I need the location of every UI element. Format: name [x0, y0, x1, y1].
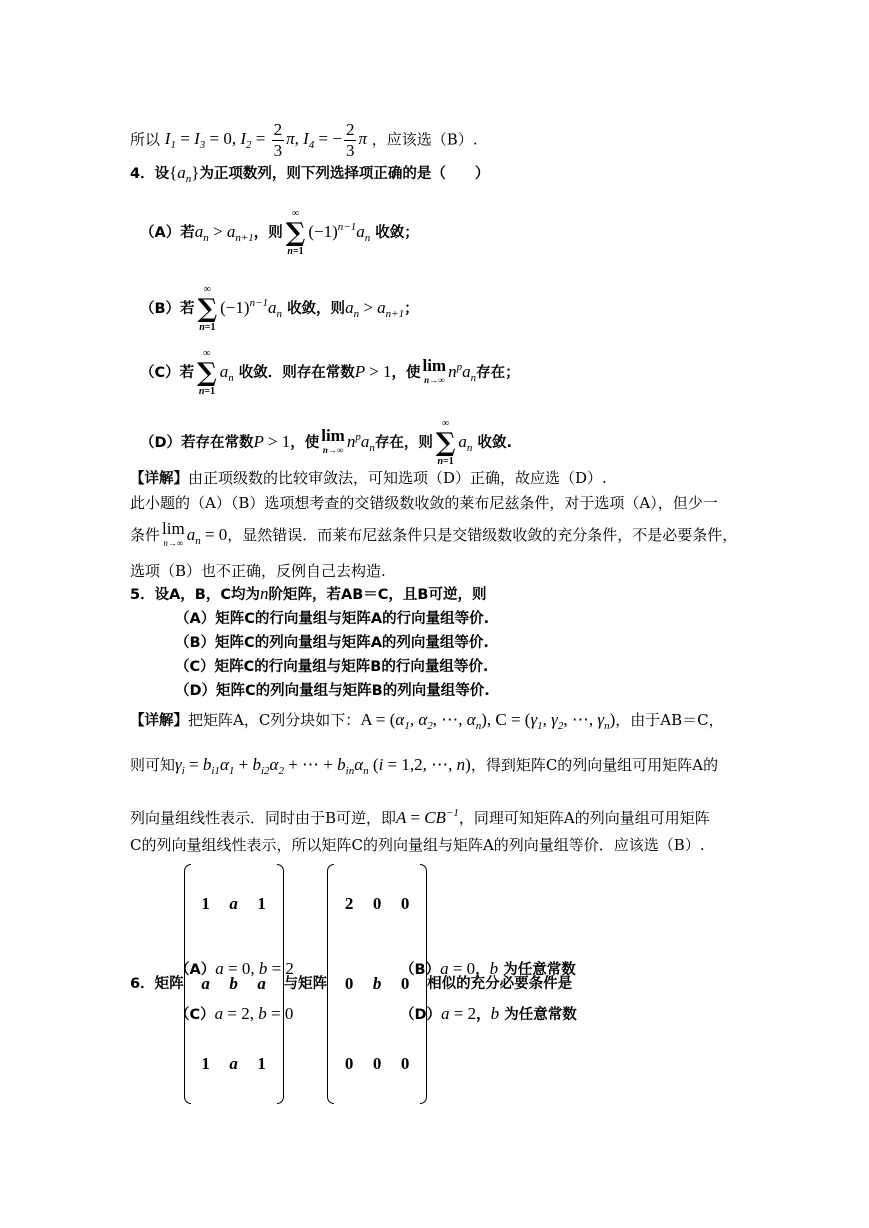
solution-5-line-4: C的列向量组线性表示，所以矩阵C的列向量组与矩阵A的列向量组等价．应该选（B）. — [130, 836, 705, 854]
matrix-cell: 1 — [257, 894, 266, 913]
matrix-2 — [327, 864, 427, 1104]
q5-option-c: （C）矩阵C的行向量组与矩阵B的行向量组等价. — [175, 659, 489, 675]
solution-5-line-2: 则可知$\gamma_i = b_{i1}\alpha_1 + b_{i2}\alpha_2$ + ⋯ + $b_{in}\alpha_n$ (i = 1,2, ⋯, n)，得到矩阵C的列向量组可用矩阵A的 — [130, 755, 719, 777]
matrix-cell: a — [257, 974, 266, 993]
matrix-cell: a — [229, 1054, 238, 1073]
matrix-cell: 0 — [400, 1054, 410, 1073]
q6-option-a: （A）a = 0, b = 2 — [175, 959, 294, 978]
matrix-cell: 0 — [344, 974, 354, 993]
matrix-cell: 1 — [257, 1054, 266, 1073]
q4-option-d: （D）若存在常数P > 1，使 lim n→∞ $n^pa_n$存在，则 ∞ ∑ n=1 $a_n$ 收敛. — [140, 418, 512, 467]
solution-4-line-4: 选项（B）也不正确，反例自己去构造. — [130, 562, 386, 580]
matrix-cell: 1 — [201, 894, 210, 913]
q4-option-a: （A）若$a_n > a_{n+1}$，则 ∞ ∑ n=1 $(-1)^{n-1}a_n$ 收敛； — [140, 208, 419, 257]
matrix-cell: b — [372, 974, 382, 993]
matrix-cell: 0 — [400, 894, 410, 913]
solution-4-line-2: 此小题的（A）（B）选项想考查的交错级数收敛的莱布尼兹条件，对于选项（A），但少一 — [130, 494, 718, 512]
question-4: 4．设$\{a_n\}$为正项数列，则下列选择项正确的是（ ） — [130, 163, 490, 185]
matrix-cell: 0 — [372, 894, 382, 913]
formula-i-values: $I_1 = I_3 = 0$, $I_2$ = $\frac{2}{3}$ π, $I_4$ = − $\frac{2}{3}$ π — [164, 120, 368, 160]
matrix-cell: 0 — [400, 974, 410, 993]
q6-option-b: （B）a = 0，b 为任意常数 — [400, 959, 576, 978]
question-6: 6．矩阵 1 a 1 a b a 1 a 1 与矩阵 2 0 0 0 b 0 0 0 0 相似的充分必要条件是 — [130, 864, 572, 944]
q6-option-d: （D）a = 2，b 为任意常数 — [400, 1004, 577, 1023]
matrix-cell: 0 — [344, 1054, 354, 1073]
matrix-cell: 2 — [344, 894, 354, 913]
solution-4-line-3: 条件 lim n→∞ $a_n = 0$，显然错误．而莱布尼兹条件只是交错级数收敛的充分条件，不是必要条件， — [130, 519, 738, 548]
q4-option-c: （C）若 ∞ ∑ n=1 $a_n$ 收敛．则存在常数P > 1，使 lim n→∞ $n^pa_n$存在； — [140, 348, 520, 397]
solution-5-line-3: 列向量组线性表示．同时由于B可逆，即$A = CB^{-1}$，同理可知矩阵A的列向量组可用矩阵 — [130, 807, 710, 827]
solution-4-line-1: 【详解】由正项级数的比较审敛法，可知选项（D）正确，故应选（D）. — [130, 469, 607, 487]
q5-option-a: （A）矩阵C的行向量组与矩阵A的行向量组等价. — [175, 611, 490, 627]
solution-5-line-1: 【详解】把矩阵A，C列分块如下：$A = (\alpha_1$, $\alpha_2$, ⋯, $\alpha_n$), $C = (\gamma_1$, $\gamma_2$, ⋯, $\gamma_n$)，由于AB＝C， — [130, 710, 724, 732]
q5-option-b: （B）矩阵C的列向量组与矩阵A的列向量组等价. — [175, 635, 489, 651]
answer-line-q3: 所以 $I_1 = I_3 = 0$, $I_2$ = $\frac{2}{3}$ π, $I_4$ = − $\frac{2}{3}$ π ，应该选（B）. — [130, 120, 478, 160]
q6-option-c: （C）a = 2, b = 0 — [175, 1004, 294, 1023]
matrix-cell: a — [229, 894, 238, 913]
question-5: 5．设A，B，C均为n阶矩阵，若AB＝C，且B可逆，则 — [130, 584, 487, 603]
q4-option-b: （B）若 ∞ ∑ n=1 $(-1)^{n-1}a_n$ 收敛，则$a_n > a_{n+1}$； — [140, 284, 419, 333]
matrix-cell: b — [229, 974, 238, 993]
matrix-cell: 0 — [372, 1054, 382, 1073]
q5-option-d: （D）矩阵C的列向量组与矩阵B的列向量组等价. — [175, 683, 490, 699]
matrix-1 — [184, 864, 284, 1104]
matrix-cell: 1 — [201, 1054, 210, 1073]
matrix-cell: a — [201, 974, 210, 993]
